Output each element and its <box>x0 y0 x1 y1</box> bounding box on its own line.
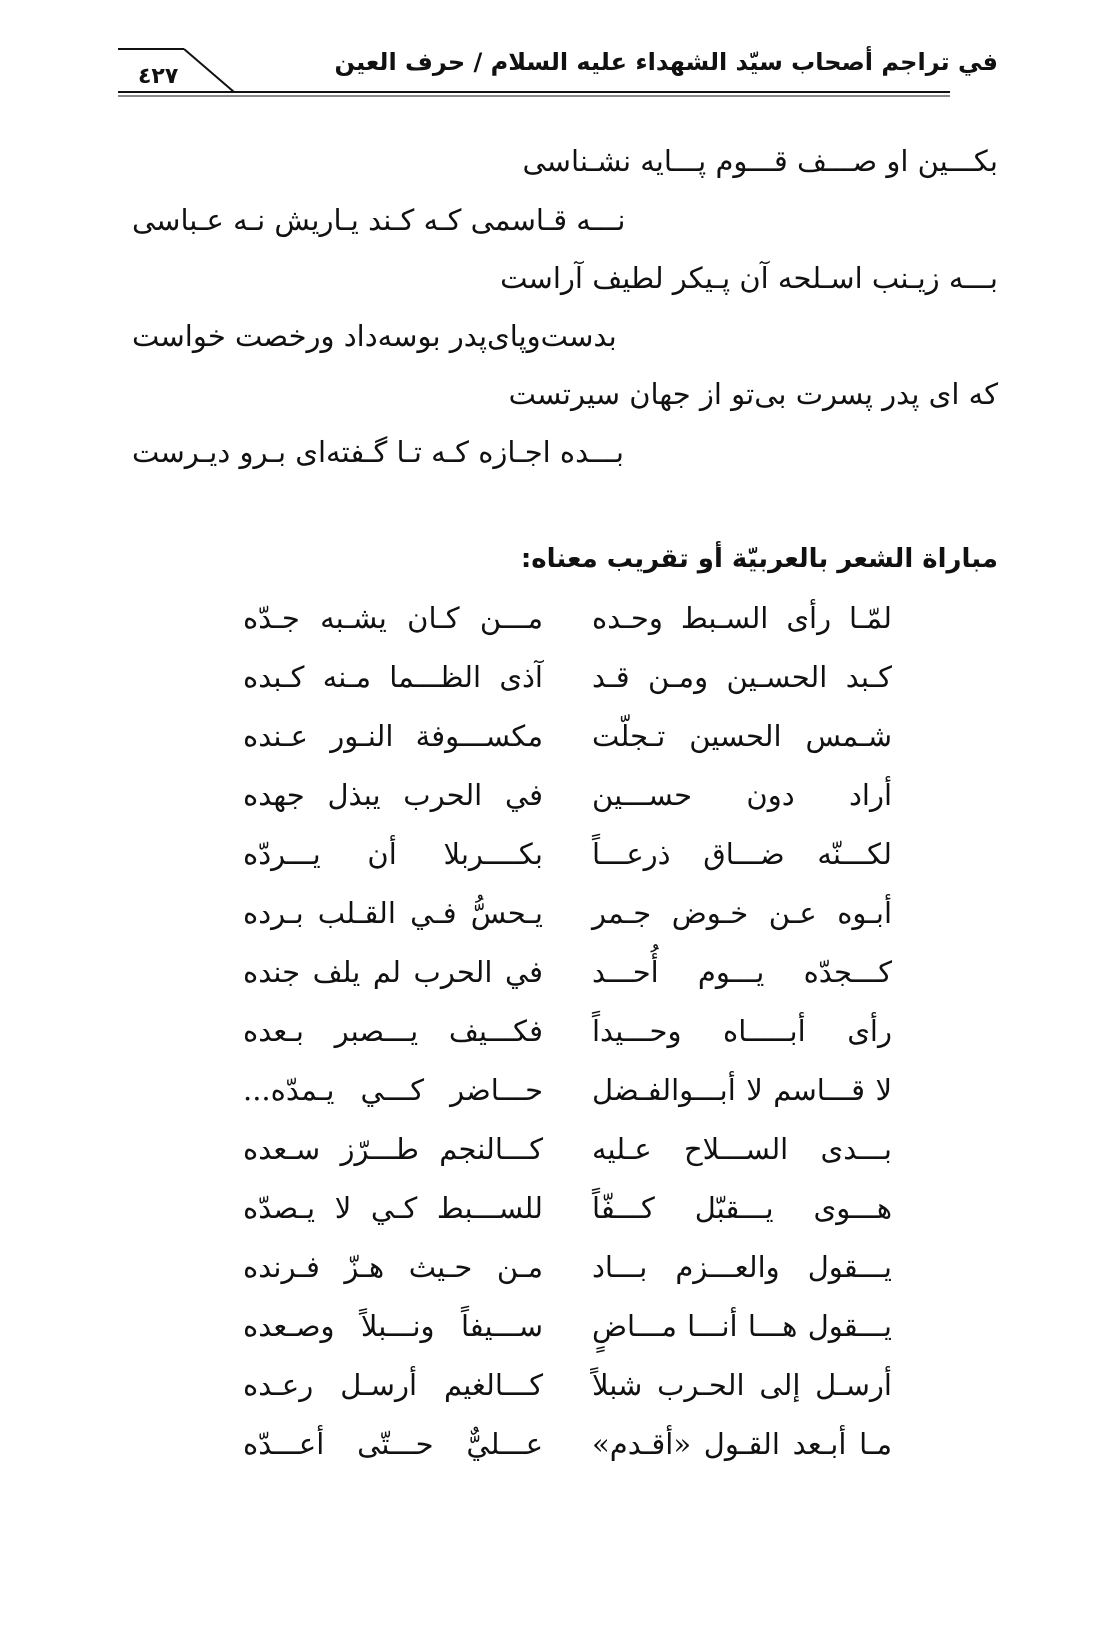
couplet-right-hemistich: أراد دون حســـين <box>592 778 892 812</box>
couplet-right-hemistich: بـــدى الســـلاح عـليه <box>592 1132 892 1166</box>
couplet-right-hemistich: كـــجدّه يـــوم أُحـــد <box>592 955 892 989</box>
couplet-right-hemistich: هـــوى يـــقبّل كـــفّاً <box>592 1191 892 1225</box>
couplet-left-hemistich: يـحسُّ فـي القـلب بـرده <box>243 896 543 930</box>
couplet <box>0 655 1110 715</box>
couplet <box>0 1009 1110 1069</box>
header-rule <box>118 46 958 100</box>
couplet <box>0 714 1110 774</box>
couplet-left-hemistich: آذى الظـــما مـنه كـبده <box>243 660 543 694</box>
couplet <box>0 1186 1110 1246</box>
couplet <box>0 1422 1110 1482</box>
couplet-right-hemistich: رأى أبـــــاه وحـــيداً <box>592 1014 892 1048</box>
couplet <box>0 950 1110 1010</box>
couplet-left-hemistich: في الحرب لم يلف جنده <box>243 955 543 989</box>
couplet <box>0 832 1110 892</box>
couplet <box>0 1363 1110 1423</box>
couplet-right-hemistich: لمّـا رأى السـبط وحـده <box>592 601 892 635</box>
couplet-right-hemistich: كـبد الحسـين ومـن قـد <box>592 660 892 694</box>
couplet <box>0 596 1110 656</box>
page-number: ٤٢٧ <box>138 64 179 89</box>
couplet <box>0 1068 1110 1128</box>
couplet-left-hemistich: كـــالنجم طـــرّز سـعده <box>243 1132 543 1166</box>
couplet-right-hemistich: يـــقول والعـــزم بـــاد <box>592 1250 892 1284</box>
couplet-right-hemistich: أرسـل إلى الحـرب شبلاً <box>592 1368 892 1402</box>
couplet-left-hemistich: مكســـوفة النـور عـنده <box>243 719 543 753</box>
couplet <box>0 1127 1110 1187</box>
persian-verse-6: بـــده اجـازه کـه تـا گـفته‌ای بـرو دیـرست <box>132 435 624 469</box>
couplet-right-hemistich: يـــقول هـــا أنـــا مـــاضٍ <box>592 1309 892 1343</box>
couplet-left-hemistich: كـــالغيم أرسـل رعـده <box>243 1368 543 1402</box>
couplet-left-hemistich: مـن حـيث هـزّ فـرنده <box>243 1250 543 1284</box>
running-header-title: في تراجم أصحاب سيّد الشهداء عليه السلام / حرف العين <box>334 48 998 76</box>
couplet <box>0 891 1110 951</box>
couplet-left-hemistich: حـــاضر كـــي يـمدّه... <box>243 1073 543 1107</box>
couplet-left-hemistich: فكـــيف يـــصبر بـعده <box>243 1014 543 1048</box>
persian-verse-2: نـــه قـاسمی کـه کـند یـاریش نـه عـباسی <box>132 203 626 237</box>
couplet <box>0 1245 1110 1305</box>
persian-verse-1: بکـــین او صـــف قـــوم پـــایه نشـناسی <box>522 144 998 178</box>
couplet <box>0 773 1110 833</box>
couplet-left-hemistich: مـــن كـان يشـبه جـدّه <box>243 601 543 635</box>
persian-verse-4: بدست‌وپای‌پدر بوسه‌داد ورخصت خواست <box>132 319 617 353</box>
couplet-left-hemistich: بكــــربلا أن يـــردّه <box>243 837 543 871</box>
couplet-left-hemistich: عـــليٌّ حـــتّى أعـــدّه <box>243 1427 543 1461</box>
arabic-section-heading: مباراة الشعر بالعربيّة أو تقريب معناه: <box>520 544 998 574</box>
couplet-left-hemistich: ســـيفاً ونـــبلاً وصـعده <box>243 1309 543 1343</box>
couplet-right-hemistich: لا قـــاسم لا أبـــوالفـضل <box>592 1073 892 1107</box>
couplet-right-hemistich: مـا أبـعد القـول «أقـدم» <box>592 1427 892 1461</box>
persian-verse-5: که ای پدر پسرت بی‌تو از جهان سیرتست <box>508 377 998 411</box>
couplet <box>0 1304 1110 1364</box>
couplet-left-hemistich: في الحرب يبذل جهده <box>243 778 543 812</box>
couplet-right-hemistich: لكـــنّه ضـــاق ذرعـــاً <box>592 837 892 871</box>
couplet-left-hemistich: للســـبط كـي لا يـصدّه <box>243 1191 543 1225</box>
couplet-right-hemistich: أبـوه عـن خـوض جـمر <box>592 896 892 930</box>
couplet-right-hemistich: شـمس الحسين تـجلّت <box>592 719 892 753</box>
persian-verse-3: بـــه زیـنب اسـلحه آن پـیکر لطیف آراست <box>500 261 998 295</box>
